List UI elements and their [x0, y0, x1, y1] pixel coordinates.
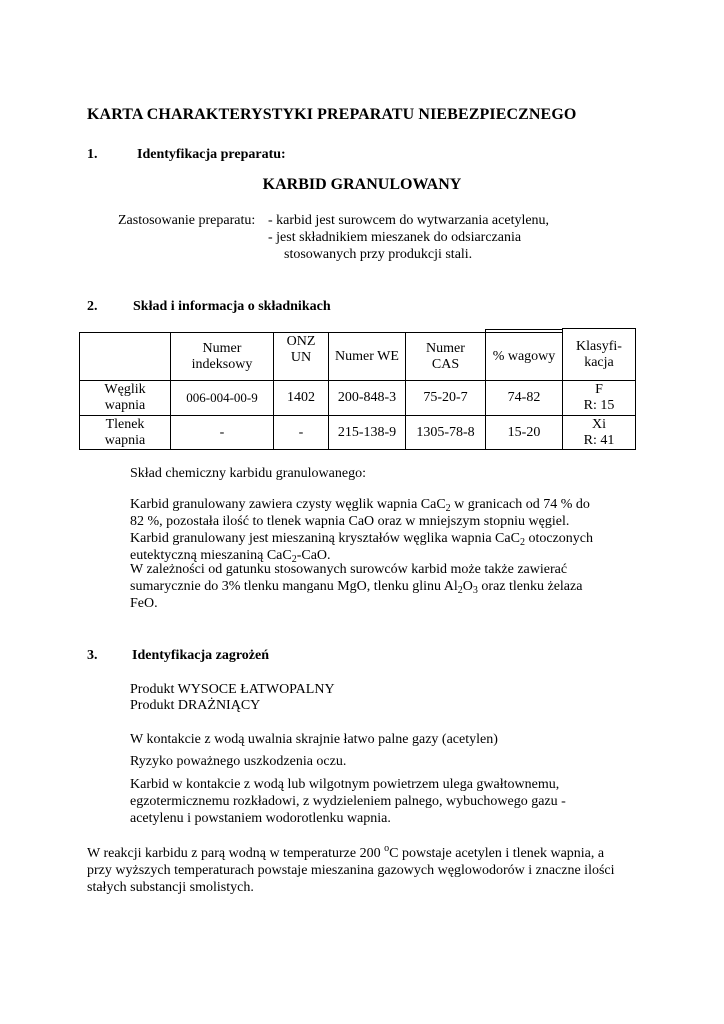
hazard-product-line: Produkt WYSOCE ŁATWOPALNY: [130, 682, 335, 697]
table-header-cell: Numer WE: [335, 348, 399, 364]
reaction-line: stałych substancji smolistych.: [87, 880, 254, 895]
hazard-product-line: Produkt DRAŻNIĄCY: [130, 698, 261, 713]
table-header-cell: Numer indeksowy: [191, 340, 253, 372]
reaction-line: W reakcji karbidu z parą wodną w temperaturze 200 $^o$C powstaje acetylen i tlenek wapnia, a: [87, 843, 605, 861]
section-3-title: Identyfikacja zagrożeń: [132, 648, 269, 663]
table-cell: 15-20: [507, 424, 541, 440]
composition-line: 82 %, pozostała ilość to tlenek wapnia CaO oraz w mniejszym stopniu węgiel.: [130, 514, 570, 529]
table-cell: 75-20-7: [423, 390, 468, 405]
table-cell: 215-138-9: [337, 424, 397, 440]
table-cell: 200-848-3: [337, 390, 397, 405]
section-1-title: Identyfikacja preparatu:: [137, 147, 286, 162]
usage-label: Zastosowanie preparatu:: [118, 213, 256, 228]
table-cell: Xi R: 41: [583, 416, 615, 448]
document-title: KARTA CHARAKTERYSTYKI PREPARATU NIEBEZPIECZNEGO: [87, 106, 577, 123]
composition-line: eutektyczną mieszaniną CaC$_2$-CaO.: [130, 548, 331, 565]
table-cell: F R: 15: [583, 382, 615, 413]
table-cell: -: [298, 424, 304, 440]
hazard-statement-line: Karbid w kontakcie z wodą lub wilgotnym powietrzem ulega gwałtownemu,: [130, 777, 560, 792]
table-cell: 1402: [287, 390, 315, 405]
table-cell: 74-82: [507, 390, 541, 405]
hazard-statement-line: egzotermicznemu rozkładowi, z wydzieleniem palnego, wybuchowego gazu -: [130, 794, 566, 809]
usage-line-3: stosowanych przy produkcji stali.: [284, 247, 473, 262]
product-name: KARBID GRANULOWANY: [262, 176, 462, 193]
composition-heading: Skład chemiczny karbidu granulowanego:: [130, 466, 366, 481]
table-cell: Tlenek wapnia: [104, 416, 146, 448]
composition-line: FeO.: [130, 596, 158, 611]
table-cell: 1305-78-8: [416, 424, 475, 440]
composition-table: [0, 0, 724, 460]
table-cell: -: [219, 424, 225, 440]
section-2-title: Skład i informacja o składnikach: [133, 299, 331, 314]
hazard-statement-line: acetylenu i powstaniem wodorotlenku wapnia.: [130, 811, 391, 826]
section-3-number: 3.: [87, 648, 98, 663]
composition-line: Karbid granulowany jest mieszaniną kryształów węglika wapnia CaC$_2$ otoczonych: [130, 531, 593, 548]
table-header-cell: % wagowy: [492, 348, 556, 364]
table-header-cell: Numer CAS: [426, 340, 465, 372]
usage-line-1: - karbid jest surowcem do wytwarzania acetylenu,: [268, 213, 550, 228]
hazard-statement: Ryzyko poważnego uszkodzenia oczu.: [130, 754, 347, 769]
table-cell: 006-004-00-9: [186, 390, 258, 405]
table-header-cell: ONZ UN: [286, 334, 316, 365]
composition-line: W zależności od gatunku stosowanych surowców karbid może także zawierać: [130, 562, 568, 577]
reaction-line: przy wyższych temperaturach powstaje mieszanina gazowych węglowodorów i znaczne ilości: [87, 863, 615, 878]
usage-line-2: - jest składnikiem mieszanek do odsiarczania: [268, 230, 522, 245]
table-cell: Węglik wapnia: [104, 382, 146, 413]
hazard-statement: W kontakcie z wodą uwalnia skrajnie łatwo palne gazy (acetylen): [130, 732, 498, 747]
composition-line: Karbid granulowany zawiera czysty węglik wapnia CaC$_2$ w granicach od 74 % do: [130, 497, 590, 514]
composition-line: sumarycznie do 3% tlenku manganu MgO, tlenku glinu $Al_2O_3$ oraz tlenku żelaza: [130, 579, 583, 596]
table-header-cell: Klasyfi- kacja: [576, 339, 622, 370]
section-1-number: 1.: [87, 147, 98, 162]
section-2-number: 2.: [87, 299, 98, 314]
